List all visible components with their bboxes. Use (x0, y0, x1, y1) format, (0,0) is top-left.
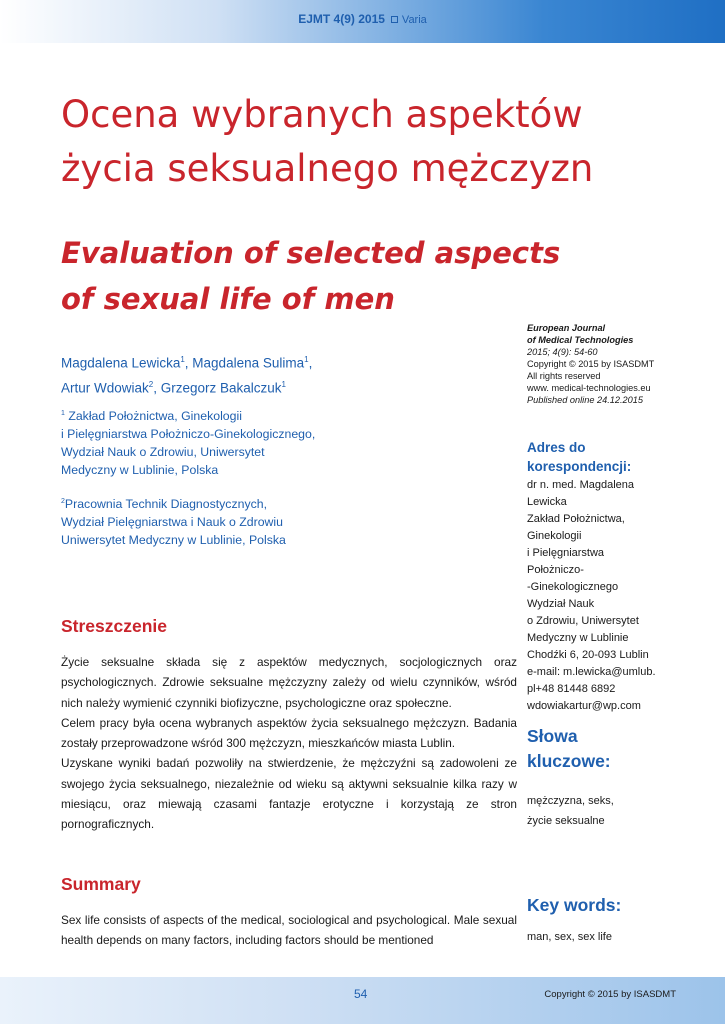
keywords-heading-line: kluczowe: (527, 751, 611, 771)
keywords-english-block (527, 893, 702, 946)
published-date: Published online 24.12.2015 (527, 395, 643, 405)
author-affiliation-mark: 1 (180, 355, 185, 364)
address-line: -Ginekologicznego (527, 581, 619, 593)
keywords-polish-heading (527, 724, 702, 774)
title-english (61, 230, 561, 322)
title-polish-line-1: Ocena wybranych aspektów (61, 93, 583, 136)
abstract-polish (61, 652, 517, 835)
header-bar (0, 0, 725, 43)
affiliation-line: Uniwersytet Medyczny w Lublinie, Polska (61, 533, 286, 548)
title-english-line-1: Evaluation of selected aspects (61, 236, 561, 270)
author-name: Magdalena Sulima (192, 355, 305, 371)
affiliation-line: Zakład Położnictwa, Ginekologii (68, 409, 242, 424)
affiliation-line: Medyczny w Lublinie, Polska (61, 463, 219, 478)
email-line: e-mail: m.lewicka@umlub. (527, 666, 656, 678)
address-line: Położniczo- (527, 564, 584, 576)
address-line: Medyczny w Lublinie (527, 632, 629, 644)
journal-issue: EJMT 4(9) 2015 (298, 12, 385, 26)
affiliation-mark: 2 (61, 498, 65, 505)
address-line: i Pielęgniarstwa (527, 547, 605, 559)
journal-name-line: of Medical Technologies (527, 335, 634, 345)
affiliation-line: Wydział Nauk o Zdrowiu, Uniwersytet (61, 445, 265, 460)
footer-copyright: Copyright © 2015 by ISASDMT (544, 989, 676, 1000)
keywords-heading-line: Słowa (527, 726, 578, 746)
section-name: Varia (401, 14, 427, 26)
author-name: Artur Wdowiak (61, 380, 149, 395)
journal-copyright: Copyright © 2015 by ISASDMT (527, 359, 655, 369)
address-line: Lewicka (527, 496, 567, 508)
correspondence-heading-line: Adres do (527, 440, 586, 455)
keyword-line: mężczyzna, seks, (527, 795, 614, 807)
author-affiliation-mark: 2 (148, 379, 154, 389)
address-line: Zakład Położnictwa, (527, 513, 625, 525)
title-polish-line-2: życia seksualnego mężczyzn (61, 147, 594, 190)
journal-name-line: European Journal (527, 323, 606, 333)
address-line: Ginekologii (527, 530, 582, 542)
keywords-english-list: man, sex, sex life (527, 931, 612, 943)
keywords-english-heading: Key words: (527, 895, 622, 915)
affiliation-line: i Pielęgniarstwa Położniczo-Ginekologicznego, (61, 427, 316, 442)
journal-info (527, 322, 702, 406)
keywords-polish-list (527, 791, 702, 831)
author-affiliation-mark: 1 (304, 355, 309, 364)
abstract-polish-heading: Streszczenie (61, 616, 168, 636)
author-name: Grzegorz Bakalczuk (160, 380, 282, 395)
title-polish (61, 88, 621, 196)
email-line: wdowiakartur@wp.com (527, 700, 641, 712)
abstract-paragraph: Celem pracy była ocena wybranych aspektów życia seksualnego mężczyzn. Badania zostały przeprowadzone wśród 300 mężczyzn, mieszkańców miasta Lublin. (61, 715, 517, 751)
correspondence-block (527, 438, 702, 715)
author-affiliation-mark: 1 (281, 379, 286, 389)
journal-rights: All rights reserved (527, 371, 601, 381)
running-header (0, 12, 725, 26)
footer-bar (0, 977, 725, 1024)
address-line: dr n. med. Magdalena (527, 479, 635, 491)
journal-website: www. medical-technologies.eu (527, 383, 651, 393)
phone-line: pl+48 81448 6892 (527, 683, 616, 695)
address-line: Chodźki 6, 20-093 Lublin (527, 649, 649, 661)
author-list: Magdalena Lewicka$^1$, Magdalena Sulima$^1$, Artur Wdowiak$^2$, Grzegorz Bakalczuk$^1$ (61, 355, 313, 395)
author-name: Magdalena Lewicka (61, 355, 181, 371)
correspondence-address (527, 477, 702, 715)
correspondence-heading-line: korespondencji: (527, 459, 632, 474)
affiliation-line: Pracownia Technik Diagnostycznych, (64, 497, 267, 512)
address-line: Wydział Nauk (527, 598, 595, 610)
abstract-paragraph: Życie seksualne składa się z aspektów medycznych, socjologicznych oraz psychologicznych. Zdrowie seksualne mężczyzny zależy od wielu czynników, wśród nich należy wymienić czynniki biofizyczne, psychologiczne oraz społeczne. (61, 655, 517, 710)
journal-issue-info: 2015; 4(9): 54-60 (527, 347, 598, 357)
affiliation-1 (61, 405, 481, 479)
affiliation-line: Wydział Pielęgniarstwa i Nauk o Zdrowiu (61, 515, 284, 530)
address-line: o Zdrowiu, Uniwersytet (527, 615, 639, 627)
abstract-english-heading: Summary (61, 874, 141, 894)
affiliation-2 (61, 493, 481, 549)
keyword-line: życie seksualne (527, 815, 605, 827)
square-bullet-icon (391, 16, 398, 23)
page-number: 54 (354, 987, 368, 1001)
correspondence-heading (527, 438, 702, 476)
keywords-polish-block (527, 724, 702, 831)
abstract-english (61, 910, 517, 951)
abstract-paragraph: Sex life consists of aspects of the medical, sociological and psychological. Male sexual health depends on many factors, including factors should be mentioned (61, 913, 517, 948)
affiliation-mark: 1 (61, 410, 65, 417)
abstract-paragraph: Uzyskane wyniki badań pozwoliły na stwierdzenie, że mężczyźni są zadowoleni ze swojego życia seksualnego, niezależnie od wieku są aktywni seksualnie kilka razy w miesiącu, oraz miewają czasami fantazje erotyczne i korzystają ze stron pornograficznych. (61, 756, 517, 832)
title-english-line-2: of sexual life of men (61, 282, 395, 316)
